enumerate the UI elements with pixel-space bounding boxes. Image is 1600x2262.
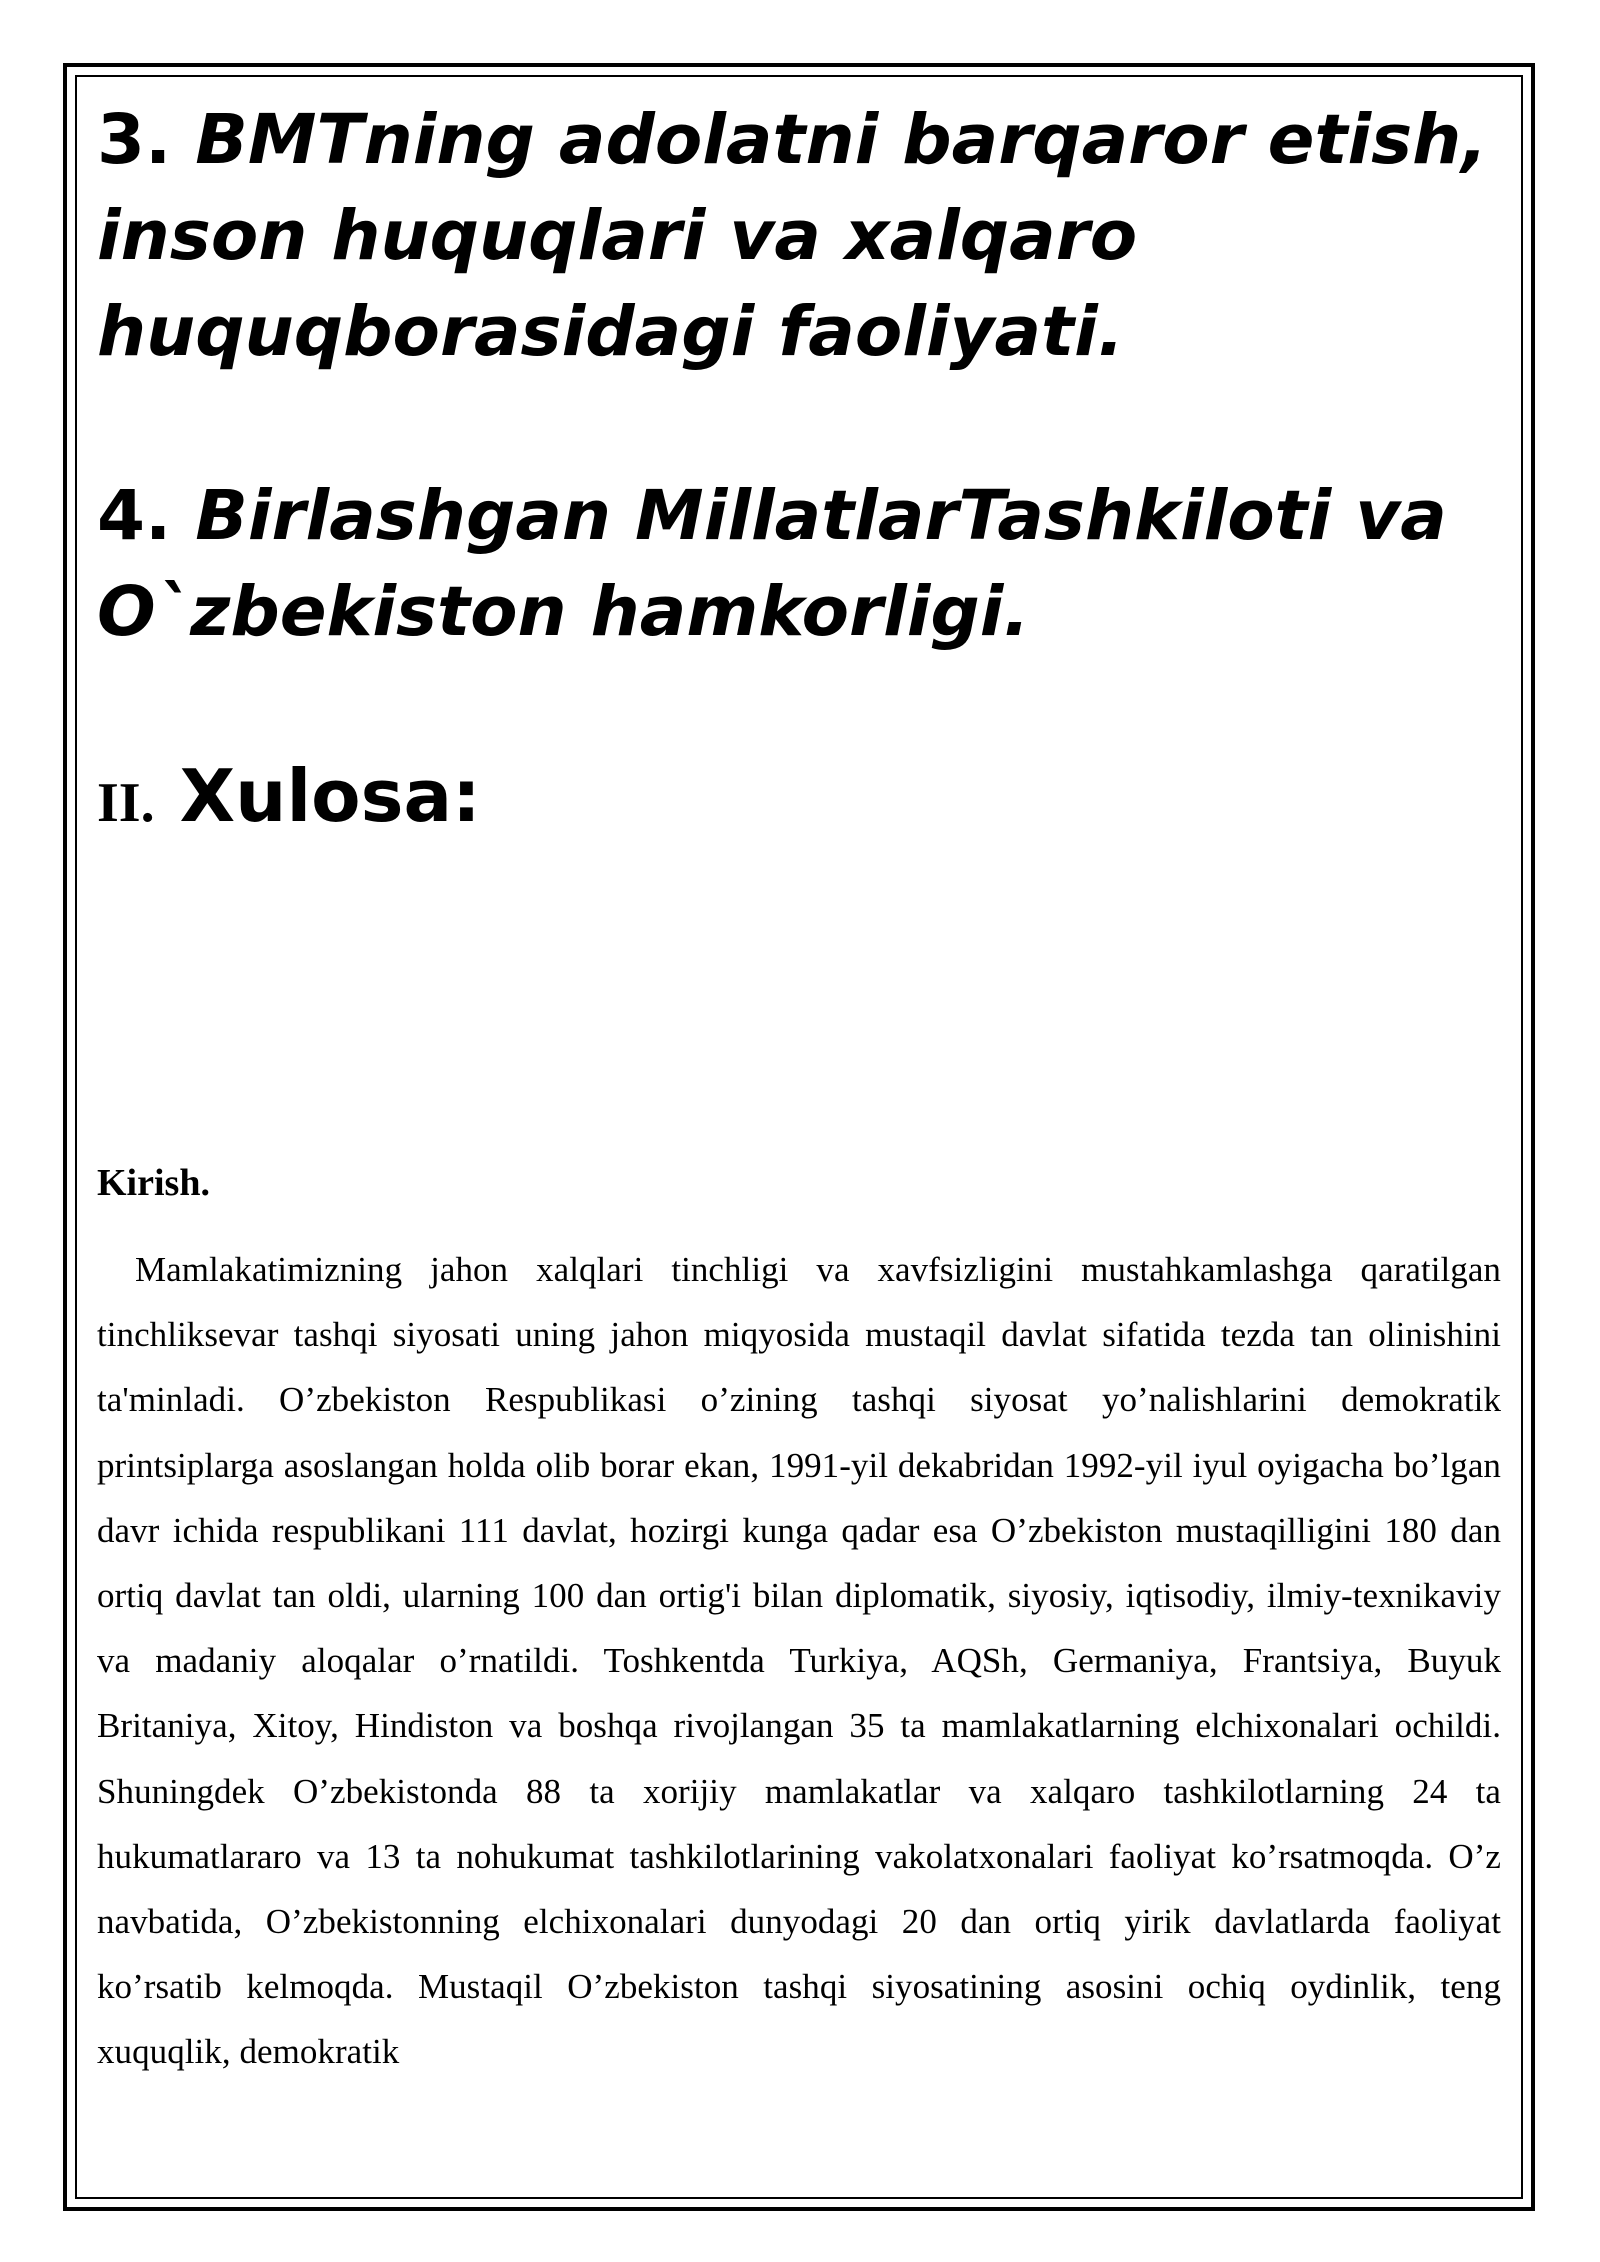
heading-conclusion (97, 748, 1505, 851)
heading-item-4-text: Birlashgan MillatlarTashkiloti va O`zbekiston hamkorligi. (97, 476, 1447, 652)
heading-item-3-number: 3. (97, 100, 172, 180)
page-content (97, 92, 1505, 2120)
heading-item-4-number: 4. (97, 476, 172, 556)
heading-item-4 (97, 468, 1505, 660)
heading-item-3-text: BMTning adolatni barqaror etish, inson huquqlari va xalqaro huquqborasidagi faoliyati. (97, 100, 1488, 372)
section-title: Kirish. (97, 1162, 210, 1204)
heading-item-3 (97, 92, 1505, 380)
heading-conclusion-text: Xulosa: (179, 754, 481, 838)
heading-conclusion-roman: II. (97, 772, 155, 834)
body-paragraph: Mamlakatimizning jahon xalqlari tinchligi va xavfsizligini mustahkamlashga qaratilgan tinchliksevar tashqi siyosati uning jahon miqyosida mustaqil davlat sifatida tezda tan olinishini ta'minladi. O’zbekiston Respublikasi o’zining tashqi siyosat yo’nalishlarini demokratik printsiplarga asoslangan holda olib borar ekan, 1991-yil dekabridan 1992-yil iyul oyigacha bo’lgan davr ichida respublikani 111 davlat, hozirgi kunga qadar esa O’zbekiston mustaqilligini 180 dan ortiq davlat tan oldi, ularning 100 dan ortig'i bilan diplomatik, siyosiy, iqtisodiy, ilmiy-texnikaviy va madaniy aloqalar o’rnatildi. Toshkentda Turkiya, AQSh, Germaniya, Frantsiya, Buyuk Britaniya, Xitoy, Hindiston va boshqa rivojlangan 35 ta mamlakatlarning elchixonalari ochildi. Shuningdek O’zbekistonda 88 ta xorijiy mamlakatlar va xalqaro tashkilotlarning 24 ta hukumatlararo va 13 ta nohukumat tashkilotlarining vakolatxonalari faoliyat ko’rsatmoqda. O’z navbatida, O’zbekistonning elchixonalari dunyodagi 20 dan ortiq yirik davlatlarda faoliyat ko’rsatib kelmoqda. Mustaqil O’zbekiston tashqi siyosatining asosini ochiq oydinlik, teng xuquqlik, demokratik (97, 1250, 1501, 2072)
